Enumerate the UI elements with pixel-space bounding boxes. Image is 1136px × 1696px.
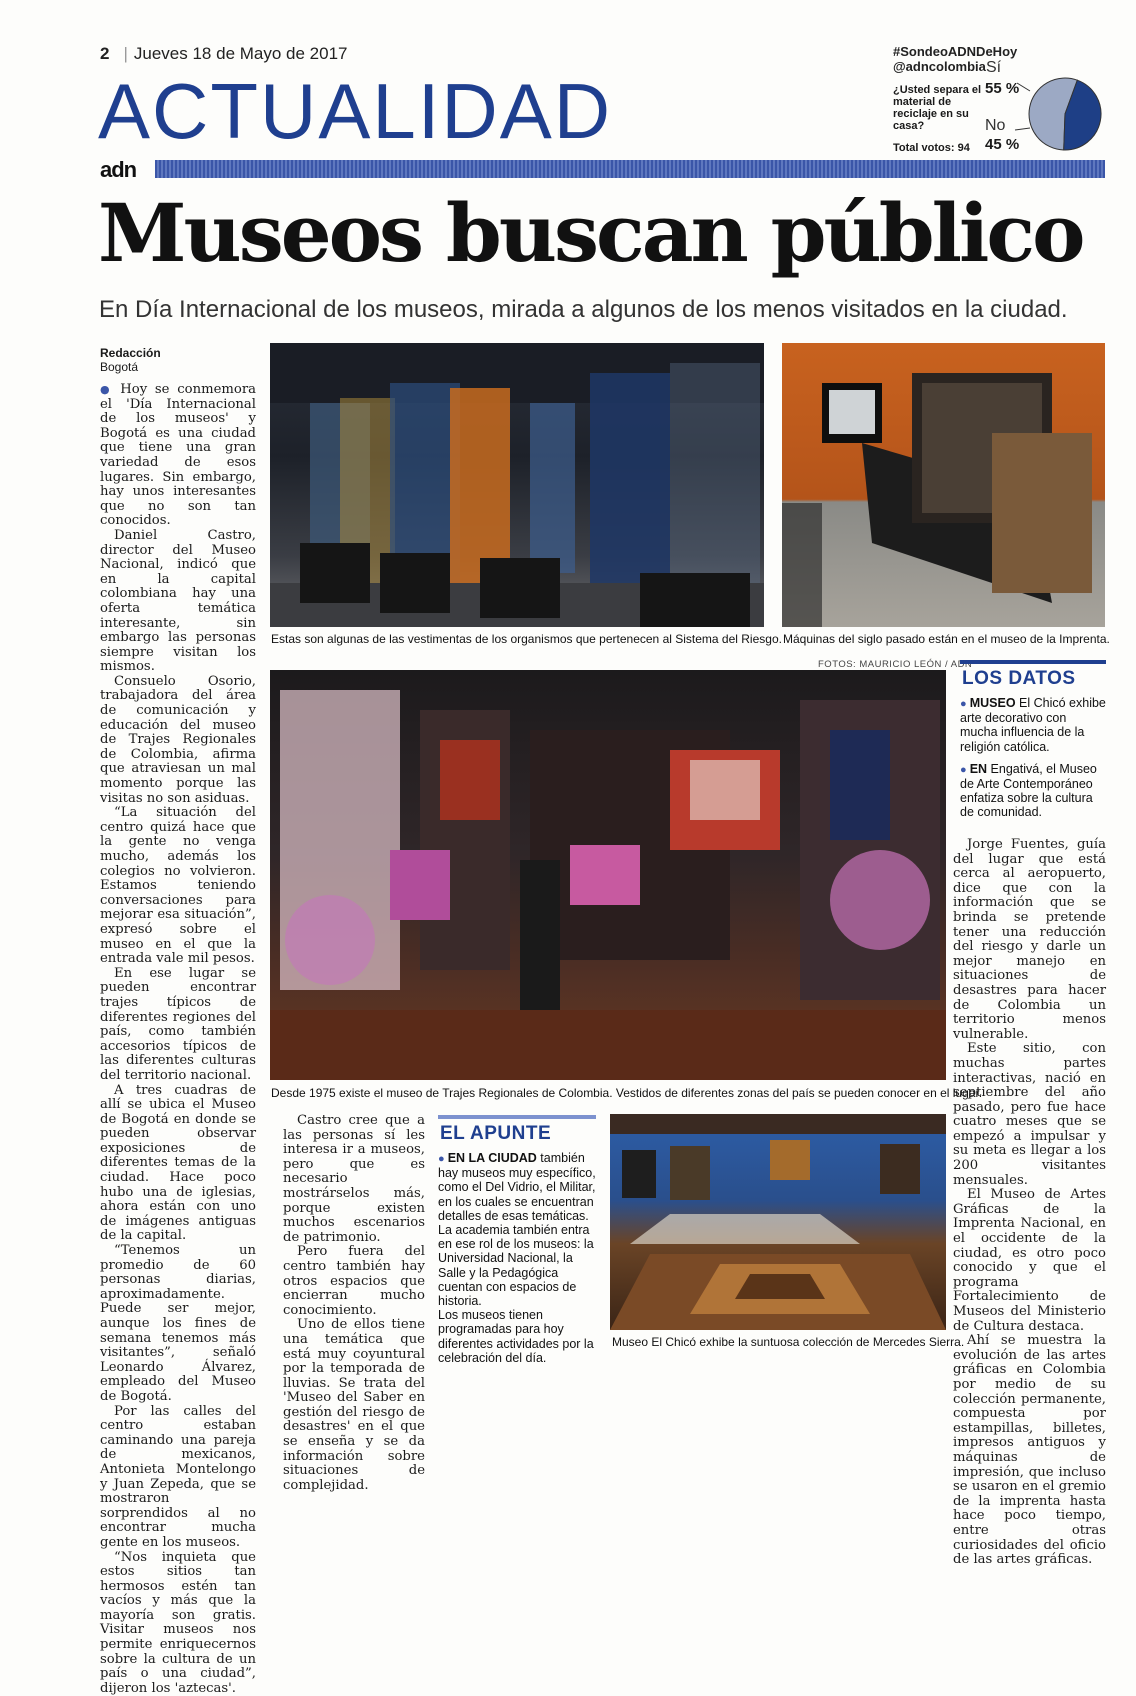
paragraph: Castro cree que a las personas sí les interesa ir a museos, pero que es necesario mostrárselos más, porque existen muchos escenarios de patrimonio. bbox=[283, 1114, 425, 1245]
adn-logo: adn bbox=[100, 157, 136, 183]
los-datos-title: LOS DATOS bbox=[960, 660, 1106, 696]
photo-caption: Desde 1975 existe el museo de Trajes Regionales de Colombia. Vestidos de diferentes zonas del país se pueden conocer en el lugar. bbox=[271, 1086, 982, 1100]
paragraph: “Tenemos un promedio de 60 personas diarias, aproximadamente. Puede ser mejor, aunque los fines de semana tenemos más visitantes”, señaló Leonardo Álvarez, empleado del Museo de Bogotá. bbox=[100, 1244, 256, 1405]
bullet-icon: ● bbox=[438, 1153, 448, 1165]
location: Bogotá bbox=[100, 360, 138, 374]
paragraph: Daniel Castro, director del Museo Nacional, indicó que en la capital colombiana hay una oferta temática interesante, sin embargo las personas siempre visitan los mismos. bbox=[100, 529, 256, 675]
paragraph: En ese lugar se pueden encontrar trajes típicos de diferentes regiones del país, como también accesorios típicos de las diferentes culturas del territorio nacional. bbox=[100, 967, 256, 1084]
pie-leader-no bbox=[1015, 128, 1030, 130]
photo-regional-costumes bbox=[270, 670, 946, 1080]
los-datos-box bbox=[960, 660, 1106, 828]
article-column-4 bbox=[953, 838, 1106, 1568]
headline: Museos buscan público bbox=[98, 186, 1083, 280]
paragraph: Uno de ellos tiene una temática que está muy coyuntural por la temporada de lluvias. Se trata del 'Museo del Saber en gestión del riesgo de desastres' en el que se enseña y se da información sobre situaciones de complejidad. bbox=[283, 1318, 425, 1493]
paragraph: Jorge Fuentes, guía del lugar que está cerca al aeropuerto, dice que con la información que se brinda se pretende tener una reducción del riesgo y darle un mejor manejo en situaciones de desastres para hacer de Colombia un territorio menos vulnerable. bbox=[953, 838, 1106, 1042]
poll-total-votes: Total votos: 94 bbox=[893, 142, 970, 154]
photo-caption: Máquinas del siglo pasado están en el museo de la Imprenta. bbox=[783, 632, 1110, 646]
poll-question: ¿Usted separa el material de reciclaje en su casa? bbox=[893, 84, 983, 132]
paragraph: A tres cuadras de allí se ubica el Museo de Bogotá en donde se pueden observar exposiciones de diferentes temas de la ciudad. Hace poco hubo una de iglesias, ahora están con uno de imágenes antiguas de la capital. bbox=[100, 1084, 256, 1245]
section-title: ACTUALIDAD bbox=[98, 72, 612, 150]
photo-printing-machine bbox=[782, 343, 1105, 627]
page-number: 2 bbox=[100, 44, 109, 63]
paragraph: Consuelo Osorio, trabajadora del área de comunicación y educación del museo de Trajes Regionales de Colombia, afirma que atraviesan un mal momento porque las visitas no son asiduas. bbox=[100, 675, 256, 806]
paragraph: Este sitio, con muchas partes interactivas, nació en septiembre del año pasado, pero fue hace cuatro meses que se empezó a impulsar y su meta es llegar a los 200 visitantes mensuales. bbox=[953, 1042, 1106, 1188]
photo-museo-el-chico bbox=[610, 1114, 946, 1330]
section-rule bbox=[155, 160, 1105, 178]
poll-yes-label: Sí bbox=[986, 59, 1001, 77]
poll-handle: @adncolombia bbox=[893, 59, 1108, 74]
paragraph: El Museo de Artes Gráficas de la Imprenta Nacional, en el occidente de la ciudad, es otro poco conocido y que el programa Fortalecimiento de Museos del Ministerio de Cultura destaca. bbox=[953, 1188, 1106, 1334]
poll-no-percent: 45 % bbox=[985, 136, 1019, 153]
paragraph: “La situación del centro quizá hace que la gente no venga mucho, además los colegios no volvieron. Estamos teniendo conversaciones para mejorar esa situación”, expresó sobre el museo en el que la entrada vale mil pesos. bbox=[100, 806, 256, 967]
los-datos-item: ● EN Engativá, el Museo de Arte Contemporáneo enfatiza sobre la cultura de comunidad. bbox=[960, 762, 1106, 820]
el-apunte-text: Los museos tienen programadas para hoy diferentes actividades por la celebración del día. bbox=[438, 1308, 596, 1365]
photo-caption: Estas son algunas de las vestimentas de los organismos que pertenecen al Sistema del Riesgo. bbox=[271, 632, 782, 646]
el-apunte-text: La academia también entra en ese rol de los museos: la Universidad Nacional, la Salle y la Pedagógica cuentan con espacios de historia. bbox=[438, 1223, 596, 1308]
poll-no-label: No bbox=[985, 117, 1005, 135]
paragraph: ● Hoy se conmemora el 'Día Internacional de los museos' y Bogotá es una ciudad que tiene una gran variedad de esos lugares. Sin embargo, hay unos interesantes que no son tan conocidos. bbox=[100, 383, 256, 529]
bullet-icon: ● bbox=[960, 698, 970, 710]
header-separator: | bbox=[123, 44, 127, 63]
article-column-2 bbox=[283, 1114, 425, 1493]
poll-box bbox=[893, 44, 1108, 154]
paragraph: Ahí se muestra la evolución de las artes gráficas en Colombia por medio de su colección permanente, compuesta por estampillas, billetes, impresos antiguos y máquinas de impresión, que incluso se usaron en el gremio de la imprenta hasta hace poco tiempo, entre otras curiosidades del oficio de las artes gráficas. bbox=[953, 1334, 1106, 1568]
poll-yes-percent: 55 % bbox=[985, 80, 1019, 97]
poll-pie-chart bbox=[1027, 74, 1103, 154]
el-apunte-box bbox=[438, 1115, 596, 1365]
article-column-1 bbox=[100, 346, 256, 1696]
issue-date: Jueves 18 de Mayo de 2017 bbox=[134, 44, 348, 63]
page-header bbox=[100, 44, 348, 64]
photo-emergency-uniforms bbox=[270, 343, 764, 627]
poll-hashtag: #SondeoADNDeHoy bbox=[893, 44, 1108, 59]
photo-caption: Museo El Chicó exhibe la suntuosa colección de Mercedes Sierra. bbox=[612, 1335, 964, 1349]
subheadline: En Día Internacional de los museos, mirada a algunos de los menos visitados en la ciudad. bbox=[99, 296, 1068, 324]
byline bbox=[100, 346, 256, 374]
paragraph: “Nos inquieta que estos sitios tan hermosos estén tan vacíos y más que la mayoría son gratis. Visitar museos nos permite enriquecernos sobre la cultura de un país o una ciudad”, dijeron los 'aztecas'. bbox=[100, 1551, 256, 1696]
el-apunte-title: EL APUNTE bbox=[438, 1115, 596, 1151]
paragraph: Por las calles del centro estaban caminando una pareja de mexicanos, Antonieta Montelongo y Juan Zepeda, que se mostraron sorprendidos al no encontrar mucha gente en los museos. bbox=[100, 1405, 256, 1551]
bullet-icon: ● bbox=[960, 764, 970, 776]
photo-credit: FOTOS: MAURICIO LEÓN / ADN bbox=[818, 659, 972, 670]
bullet-icon: ● bbox=[100, 383, 120, 396]
el-apunte-text: ● EN LA CIUDAD también hay museos muy específico, como el Del Vidrio, el Militar, en los cuales se encuentran detalles de esas temáticas. bbox=[438, 1151, 596, 1223]
author: Redacción bbox=[100, 346, 256, 360]
paragraph: Pero fuera del centro también hay otros espacios que encierran mucho conocimiento. bbox=[283, 1245, 425, 1318]
los-datos-item: ● MUSEO El Chicó exhibe arte decorativo con mucha influencia de la religión católica. bbox=[960, 696, 1106, 754]
